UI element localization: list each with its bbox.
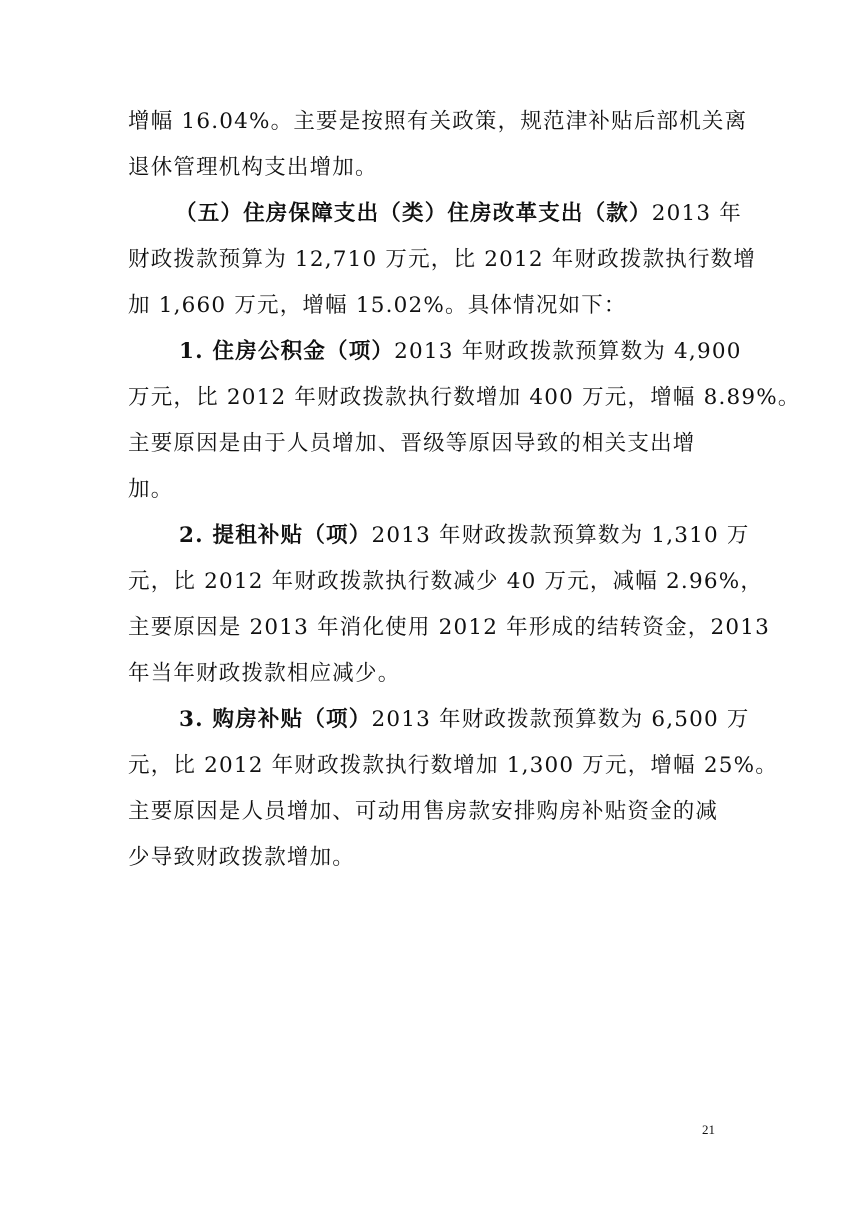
text-line: 少导致财政拨款增加。 bbox=[128, 845, 356, 870]
section-heading-housing: （五）住房保障支出（类）住房改革支出（款）2013 年 bbox=[175, 201, 742, 226]
page-number: 21 bbox=[702, 1122, 715, 1137]
text-line: 主要原因是由于人员增加、晋级等原因导致的相关支出增 bbox=[128, 431, 696, 456]
text-line: 加 1,660 万元，增幅 15.02%。具体情况如下： bbox=[128, 293, 627, 318]
text-line: 退休管理机构支出增加。 bbox=[128, 155, 378, 180]
heading-bold: （五）住房保障支出（类）住房改革支出（款） bbox=[175, 201, 652, 226]
item-heading-housing-purchase-subsidy: 3. 购房补贴（项）2013 年财政拨款预算数为 6,500 万 bbox=[179, 707, 750, 732]
item-heading-provident-fund: 1. 住房公积金（项）2013 年财政拨款预算数为 4,900 bbox=[179, 339, 742, 364]
item-bold: 3. 购房补贴（项） bbox=[179, 707, 372, 732]
text-line: 主要原因是人员增加、可动用售房款安排购房补贴资金的减 bbox=[128, 799, 719, 824]
item-bold: 2. 提租补贴（项） bbox=[179, 523, 372, 548]
text-line: 加。 bbox=[128, 477, 174, 502]
text-line: 主要原因是 2013 年消化使用 2012 年形成的结转资金，2013 bbox=[128, 615, 770, 640]
text-line: 年当年财政拨款相应减少。 bbox=[128, 661, 401, 686]
body-text bbox=[128, 99, 801, 881]
item-heading-rent-subsidy: 2. 提租补贴（项）2013 年财政拨款预算数为 1,310 万 bbox=[179, 523, 750, 548]
item-bold: 1. 住房公积金（项） bbox=[179, 339, 395, 364]
text-line: 万元，比 2012 年财政拨款执行数增加 400 万元，增幅 8.89%。 bbox=[128, 385, 801, 410]
text-line: 增幅 16.04%。主要是按照有关政策，规范津补贴后部机关离 bbox=[128, 109, 748, 134]
text-line: 元，比 2012 年财政拨款执行数增加 1,300 万元，增幅 25%。 bbox=[128, 753, 778, 778]
text-line: 财政拨款预算为 12,710 万元，比 2012 年财政拨款执行数增 bbox=[128, 247, 757, 272]
text-line: 元，比 2012 年财政拨款执行数减少 40 万元，减幅 2.96%， bbox=[128, 569, 764, 594]
